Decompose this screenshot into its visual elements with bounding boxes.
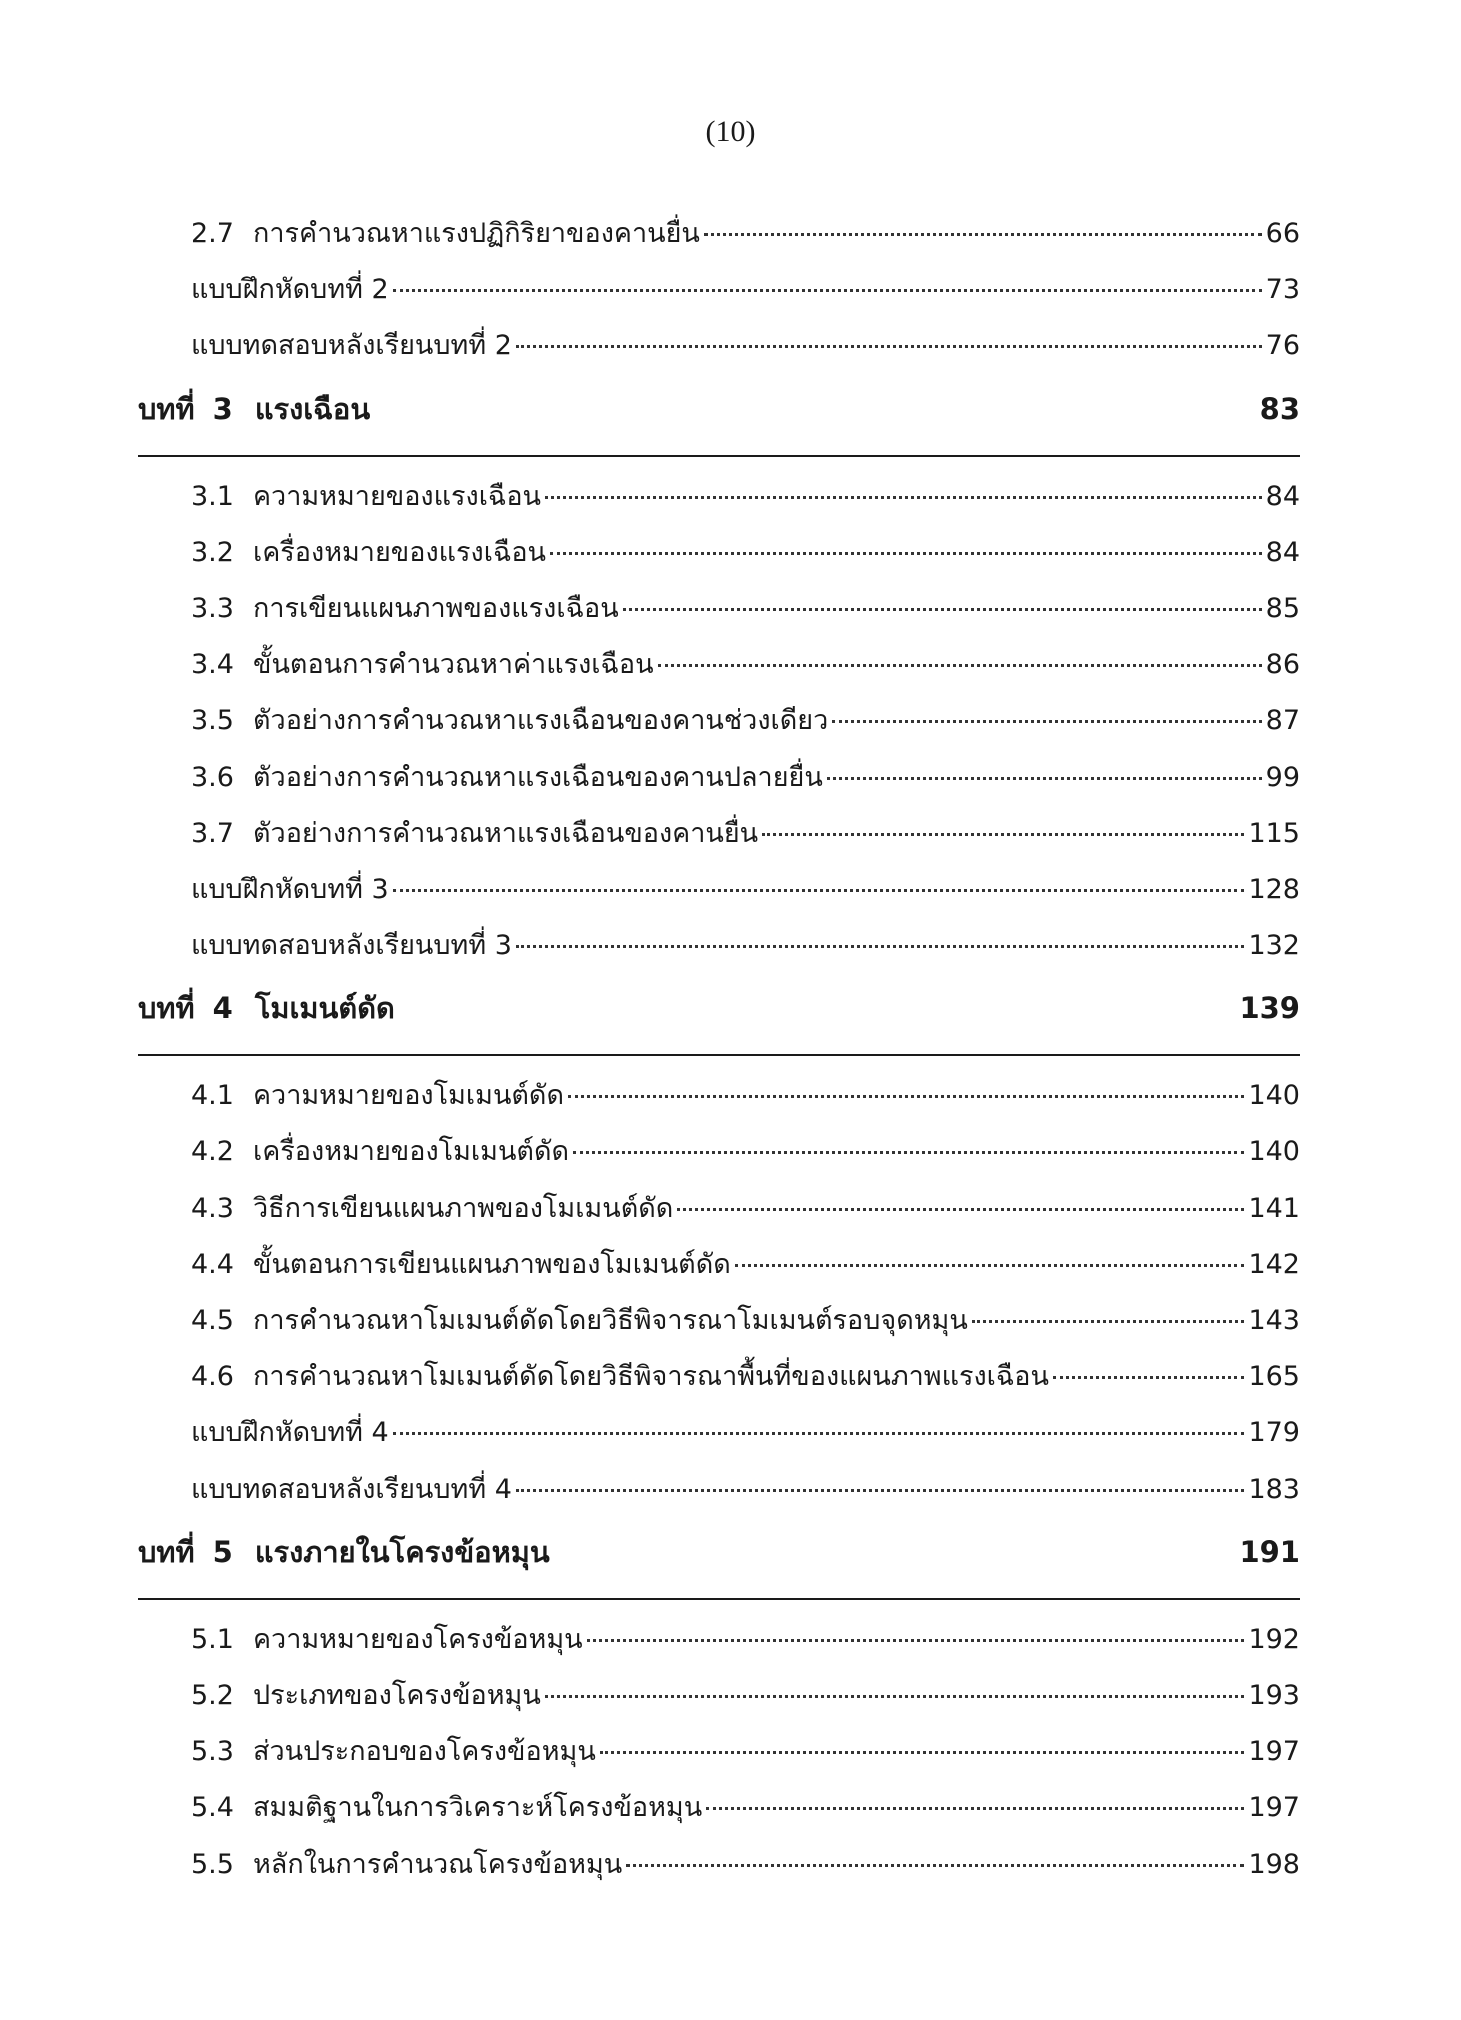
- entry-page-number: 99: [1265, 761, 1300, 793]
- toc-entry[interactable]: [138, 318, 1300, 374]
- entry-page-number: 140: [1248, 1136, 1300, 1168]
- entry-page-number: 141: [1248, 1192, 1300, 1224]
- entry-page-number: 132: [1248, 930, 1300, 962]
- toc-entry[interactable]: [138, 1837, 1300, 1893]
- entry-number: 3.2: [191, 536, 234, 568]
- dot-leader: [972, 1320, 1245, 1323]
- toc-entry[interactable]: [138, 1293, 1300, 1349]
- toc-entry[interactable]: [138, 693, 1300, 749]
- entry-page-number: 84: [1265, 536, 1300, 568]
- toc-entry[interactable]: [138, 262, 1300, 318]
- chapter-label: บทที่: [138, 391, 195, 426]
- entry-title: ขั้นตอนการเขียนแผนภาพของโมเมนต์ดัด: [253, 1248, 731, 1280]
- chapter-heading[interactable]: [138, 974, 1300, 1056]
- chapter-page-number: 139: [1239, 991, 1300, 1026]
- entry-page-number: 197: [1248, 1792, 1300, 1824]
- page-number: (10): [705, 115, 756, 148]
- chapter-page-number: 83: [1259, 391, 1300, 426]
- entry-title: ส่วนประกอบของโครงข้อหมุน: [253, 1736, 596, 1768]
- dot-leader: [706, 1807, 1244, 1810]
- entry-title: ความหมายของโมเมนต์ดัด: [253, 1080, 565, 1112]
- toc-entry[interactable]: [138, 1068, 1300, 1124]
- entry-title: แบบทดสอบหลังเรียนบทที่ 3: [191, 930, 512, 962]
- dot-leader: [1053, 1376, 1244, 1379]
- dot-leader: [516, 345, 1262, 348]
- entry-title: การคำนวณหาโมเมนต์ดัดโดยวิธีพิจารณาโมเมนต์รอบจุดหมุน: [253, 1305, 968, 1336]
- entry-page-number: 197: [1248, 1736, 1300, 1768]
- entry-title: แบบทดสอบหลังเรียนบทที่ 4: [191, 1473, 512, 1505]
- chapter-label: บทที่: [138, 1534, 195, 1569]
- entry-title: แบบฝึกหัดบทที่ 2: [191, 274, 389, 306]
- entry-number: 5.1: [191, 1623, 234, 1655]
- entry-title: ตัวอย่างการคำนวณหาแรงเฉือนของคานยื่น: [253, 817, 759, 849]
- toc-entry[interactable]: [138, 581, 1300, 637]
- entry-page-number: 66: [1265, 218, 1300, 249]
- dot-leader: [600, 1751, 1245, 1754]
- chapter-number: 5: [212, 1534, 233, 1569]
- dot-leader: [623, 608, 1262, 611]
- dot-leader: [626, 1864, 1244, 1867]
- entry-page-number: 193: [1248, 1679, 1300, 1711]
- toc-entry[interactable]: [138, 525, 1300, 581]
- toc-entry[interactable]: [138, 806, 1300, 862]
- dot-leader: [762, 833, 1244, 836]
- toc-entry[interactable]: [138, 206, 1300, 262]
- entry-number: 3.7: [191, 817, 234, 849]
- entry-number: 4.3: [191, 1192, 234, 1224]
- dot-leader: [393, 889, 1245, 892]
- dot-leader: [568, 1095, 1244, 1098]
- chapter-number: 4: [212, 991, 233, 1026]
- entry-number: 3.1: [191, 480, 234, 512]
- entry-title: หลักในการคำนวณโครงข้อหมุน: [253, 1848, 623, 1880]
- entry-number: 3.3: [191, 592, 234, 624]
- entry-number: 4.4: [191, 1248, 234, 1280]
- dot-leader: [545, 496, 1262, 499]
- entry-title: วิธีการเขียนแผนภาพของโมเมนต์ดัด: [253, 1192, 674, 1224]
- table-of-contents: [138, 206, 1300, 1893]
- toc-entry[interactable]: [138, 862, 1300, 918]
- entry-page-number: 85: [1265, 592, 1300, 624]
- entry-title: แบบฝึกหัดบทที่ 4: [191, 1417, 389, 1449]
- entry-page-number: 73: [1265, 274, 1300, 306]
- entry-number: 3.6: [191, 761, 234, 793]
- dot-leader: [677, 1208, 1244, 1211]
- dot-leader: [735, 1264, 1245, 1267]
- entry-number: 5.3: [191, 1736, 234, 1768]
- dot-leader: [550, 552, 1262, 555]
- toc-entry[interactable]: [138, 469, 1300, 525]
- entry-title: ตัวอย่างการคำนวณหาแรงเฉือนของคานปลายยื่น: [253, 761, 823, 793]
- entry-title: ขั้นตอนการคำนวณหาค่าแรงเฉือน: [253, 649, 654, 681]
- dot-leader: [704, 233, 1262, 236]
- dot-leader: [516, 1489, 1245, 1492]
- chapter-number: 3: [212, 391, 233, 426]
- entry-title: ความหมายของแรงเฉือน: [253, 480, 541, 512]
- toc-entry[interactable]: [138, 750, 1300, 806]
- entry-number: 3.4: [191, 649, 234, 681]
- dot-leader: [573, 1151, 1244, 1154]
- dot-leader: [516, 945, 1245, 948]
- chapter-label: บทที่: [138, 991, 195, 1026]
- entry-number: 3.5: [191, 705, 234, 737]
- toc-entry[interactable]: [138, 918, 1300, 974]
- chapter-page-number: 191: [1239, 1534, 1300, 1569]
- entry-title: สมมติฐานในการวิเคราะห์โครงข้อหมุน: [253, 1792, 703, 1824]
- entry-page-number: 183: [1248, 1473, 1300, 1505]
- toc-entry[interactable]: [138, 1237, 1300, 1293]
- entry-page-number: 198: [1248, 1848, 1300, 1880]
- entry-title: แบบฝึกหัดบทที่ 3: [191, 873, 389, 905]
- toc-entry[interactable]: [138, 1124, 1300, 1180]
- toc-entry[interactable]: [138, 1181, 1300, 1237]
- toc-entry[interactable]: [138, 1405, 1300, 1461]
- entry-title: เครื่องหมายของแรงเฉือน: [253, 536, 547, 568]
- toc-entry[interactable]: [138, 1462, 1300, 1518]
- toc-entry[interactable]: [138, 1349, 1300, 1405]
- toc-entry[interactable]: [138, 1668, 1300, 1724]
- chapter-title: โมเมนต์ดัด: [254, 991, 395, 1026]
- entry-page-number: 140: [1248, 1080, 1300, 1112]
- dot-leader: [827, 777, 1262, 780]
- dot-leader: [393, 289, 1262, 292]
- entry-page-number: 84: [1265, 480, 1300, 512]
- entry-page-number: 192: [1248, 1623, 1300, 1655]
- entry-page-number: 87: [1265, 705, 1300, 737]
- entry-page-number: 142: [1248, 1248, 1300, 1280]
- entry-title: ประเภทของโครงข้อหมุน: [253, 1679, 541, 1711]
- entry-number: 5.2: [191, 1679, 234, 1711]
- dot-leader: [393, 1432, 1245, 1435]
- dot-leader: [545, 1695, 1245, 1698]
- entry-number: 4.2: [191, 1136, 234, 1168]
- chapter-title: แรงเฉือน: [254, 391, 371, 426]
- entry-number: 4.1: [191, 1080, 234, 1112]
- entry-number: 2.7: [191, 218, 234, 249]
- entry-page-number: 128: [1248, 873, 1300, 905]
- entry-title: แบบทดสอบหลังเรียนบทที่ 2: [191, 330, 512, 362]
- entry-number: 5.5: [191, 1848, 234, 1880]
- dot-leader: [587, 1639, 1245, 1642]
- toc-entry[interactable]: [138, 637, 1300, 693]
- entry-number: 5.4: [191, 1792, 234, 1824]
- entry-page-number: 143: [1248, 1305, 1300, 1336]
- entry-page-number: 86: [1265, 649, 1300, 681]
- entry-title: การเขียนแผนภาพของแรงเฉือน: [253, 592, 619, 624]
- toc-entry[interactable]: [138, 1612, 1300, 1668]
- entry-number: 4.5: [191, 1305, 234, 1336]
- chapter-heading[interactable]: [138, 375, 1300, 457]
- entry-title: ความหมายของโครงข้อหมุน: [253, 1623, 583, 1655]
- toc-entry[interactable]: [138, 1724, 1300, 1780]
- dot-leader: [658, 664, 1262, 667]
- entry-page-number: 165: [1248, 1361, 1300, 1393]
- entry-page-number: 115: [1248, 817, 1300, 849]
- entry-page-number: 179: [1248, 1417, 1300, 1449]
- dot-leader: [832, 720, 1261, 723]
- chapter-title: แรงภายในโครงข้อหมุน: [254, 1534, 550, 1569]
- entry-title: การคำนวณหาโมเมนต์ดัดโดยวิธีพิจารณาพื้นที่ของแผนภาพแรงเฉือน: [253, 1361, 1049, 1393]
- toc-entry[interactable]: [138, 1780, 1300, 1836]
- entry-title: เครื่องหมายของโมเมนต์ดัด: [253, 1136, 570, 1168]
- entry-number: 4.6: [191, 1361, 234, 1393]
- entry-title: ตัวอย่างการคำนวณหาแรงเฉือนของคานช่วงเดียว: [253, 705, 829, 737]
- chapter-heading[interactable]: [138, 1518, 1300, 1600]
- entry-title: การคำนวณหาแรงปฏิกิริยาของคานยื่น: [253, 218, 700, 249]
- entry-page-number: 76: [1265, 330, 1300, 362]
